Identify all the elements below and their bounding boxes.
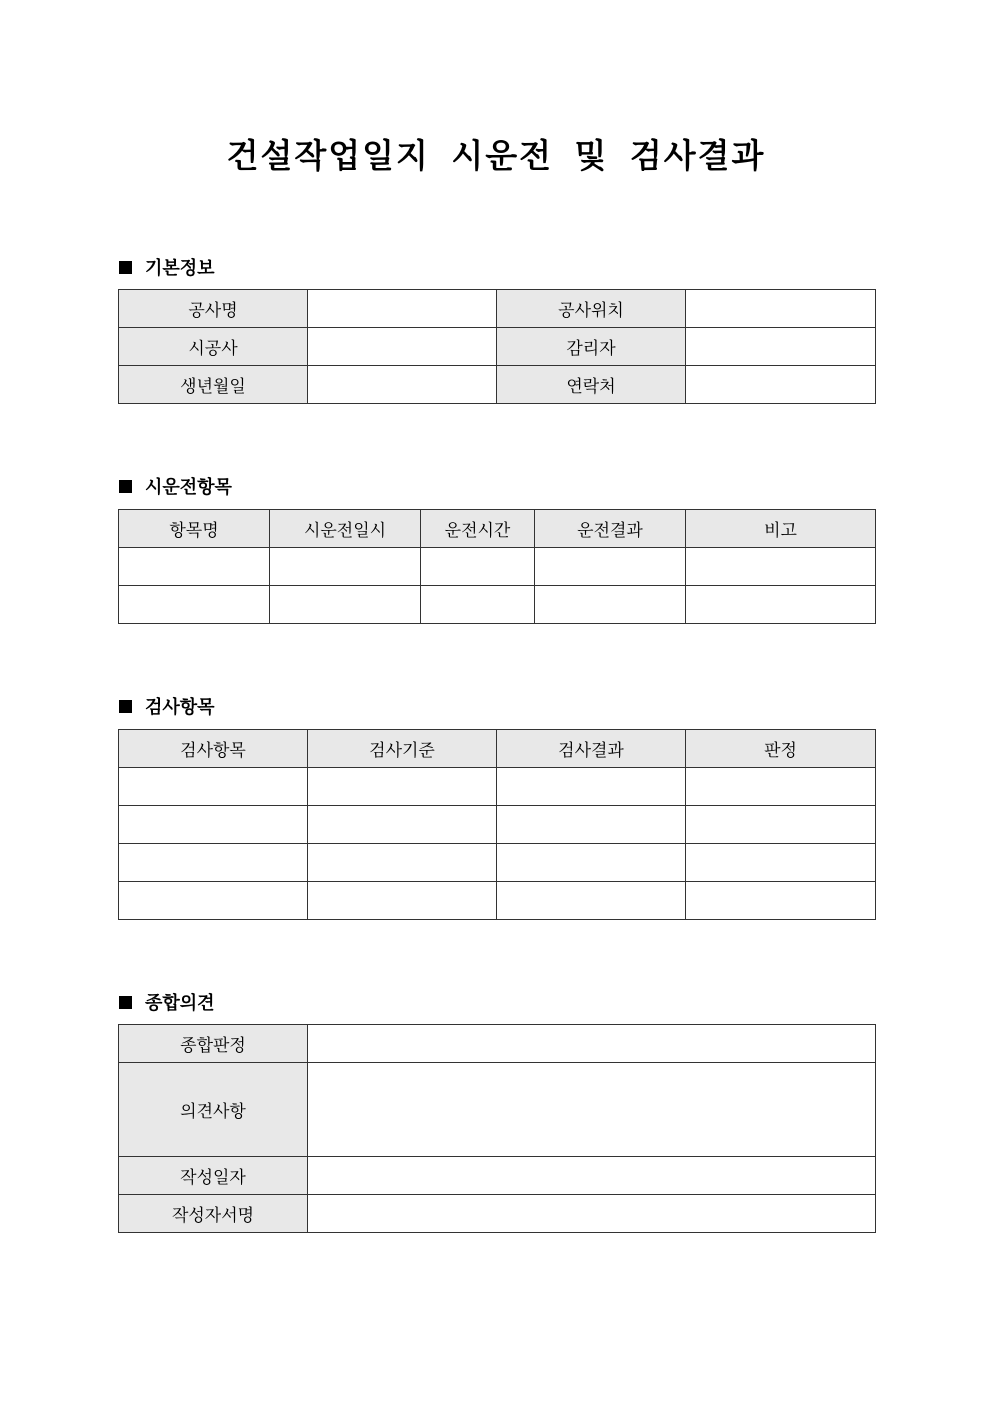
label-cell: 작성일자 — [119, 1157, 308, 1195]
column-header: 검사기준 — [308, 730, 497, 768]
input-cell[interactable] — [119, 882, 308, 920]
section-title: 종합의견 — [145, 993, 215, 1014]
input-cell[interactable] — [119, 806, 308, 844]
table-row — [119, 1195, 876, 1233]
input-cell[interactable] — [119, 768, 308, 806]
input-cell[interactable] — [686, 806, 876, 844]
input-cell[interactable] — [686, 844, 876, 882]
table-row — [119, 1063, 876, 1157]
table-row — [119, 806, 876, 844]
label-cell: 작성자서명 — [119, 1195, 308, 1233]
label-cell: 연락처 — [497, 366, 686, 404]
input-cell[interactable] — [270, 586, 421, 624]
section-heading-trial-run — [119, 473, 232, 499]
input-cell[interactable] — [535, 586, 686, 624]
table-header-row — [119, 730, 876, 768]
label-cell: 공사위치 — [497, 290, 686, 328]
column-header: 운전시간 — [421, 510, 535, 548]
input-cell[interactable] — [270, 548, 421, 586]
table-row — [119, 882, 876, 920]
table-row — [119, 366, 876, 404]
square-bullet-icon — [119, 261, 132, 274]
square-bullet-icon — [119, 480, 132, 493]
label-cell: 시공사 — [119, 328, 308, 366]
table-row — [119, 290, 876, 328]
input-cell[interactable] — [308, 844, 497, 882]
input-cell[interactable] — [497, 768, 686, 806]
input-cell[interactable] — [308, 1063, 876, 1157]
section-heading-inspection — [119, 693, 215, 719]
input-cell[interactable] — [308, 328, 497, 366]
input-cell[interactable] — [308, 768, 497, 806]
section-title: 검사항목 — [145, 697, 215, 718]
input-cell[interactable] — [308, 1025, 876, 1063]
input-cell[interactable] — [119, 548, 270, 586]
section-heading-summary — [119, 989, 215, 1015]
input-cell[interactable] — [686, 290, 876, 328]
column-header: 검사결과 — [497, 730, 686, 768]
label-cell: 공사명 — [119, 290, 308, 328]
input-cell[interactable] — [119, 844, 308, 882]
table-row — [119, 768, 876, 806]
input-cell[interactable] — [308, 1157, 876, 1195]
column-header: 운전결과 — [535, 510, 686, 548]
column-header: 시운전일시 — [270, 510, 421, 548]
column-header: 항목명 — [119, 510, 270, 548]
section-title: 기본정보 — [145, 258, 215, 279]
trial-run-table — [118, 509, 876, 624]
label-cell: 생년월일 — [119, 366, 308, 404]
table-row — [119, 1157, 876, 1195]
basic-info-table — [118, 289, 876, 404]
column-header: 비고 — [686, 510, 876, 548]
input-cell[interactable] — [686, 548, 876, 586]
label-cell: 의견사항 — [119, 1063, 308, 1157]
table-row — [119, 548, 876, 586]
square-bullet-icon — [119, 700, 132, 713]
input-cell[interactable] — [686, 768, 876, 806]
input-cell[interactable] — [308, 366, 497, 404]
input-cell[interactable] — [535, 548, 686, 586]
inspection-table — [118, 729, 876, 920]
section-title: 시운전항목 — [145, 477, 232, 498]
input-cell[interactable] — [421, 548, 535, 586]
column-header: 판정 — [686, 730, 876, 768]
input-cell[interactable] — [308, 290, 497, 328]
table-row — [119, 586, 876, 624]
table-header-row — [119, 510, 876, 548]
label-cell: 종합판정 — [119, 1025, 308, 1063]
input-cell[interactable] — [497, 844, 686, 882]
table-row — [119, 1025, 876, 1063]
input-cell[interactable] — [308, 806, 497, 844]
table-row — [119, 844, 876, 882]
input-cell[interactable] — [308, 1195, 876, 1233]
input-cell[interactable] — [686, 882, 876, 920]
input-cell[interactable] — [497, 806, 686, 844]
input-cell[interactable] — [421, 586, 535, 624]
input-cell[interactable] — [119, 586, 270, 624]
input-cell[interactable] — [308, 882, 497, 920]
square-bullet-icon — [119, 996, 132, 1009]
document-title: 건설작업일지 시운전 및 검사결과 — [226, 136, 766, 175]
input-cell[interactable] — [686, 366, 876, 404]
table-row — [119, 328, 876, 366]
input-cell[interactable] — [686, 586, 876, 624]
column-header: 검사항목 — [119, 730, 308, 768]
input-cell[interactable] — [686, 328, 876, 366]
summary-table — [118, 1024, 876, 1233]
section-heading-basic-info — [119, 254, 215, 280]
input-cell[interactable] — [497, 882, 686, 920]
label-cell: 감리자 — [497, 328, 686, 366]
